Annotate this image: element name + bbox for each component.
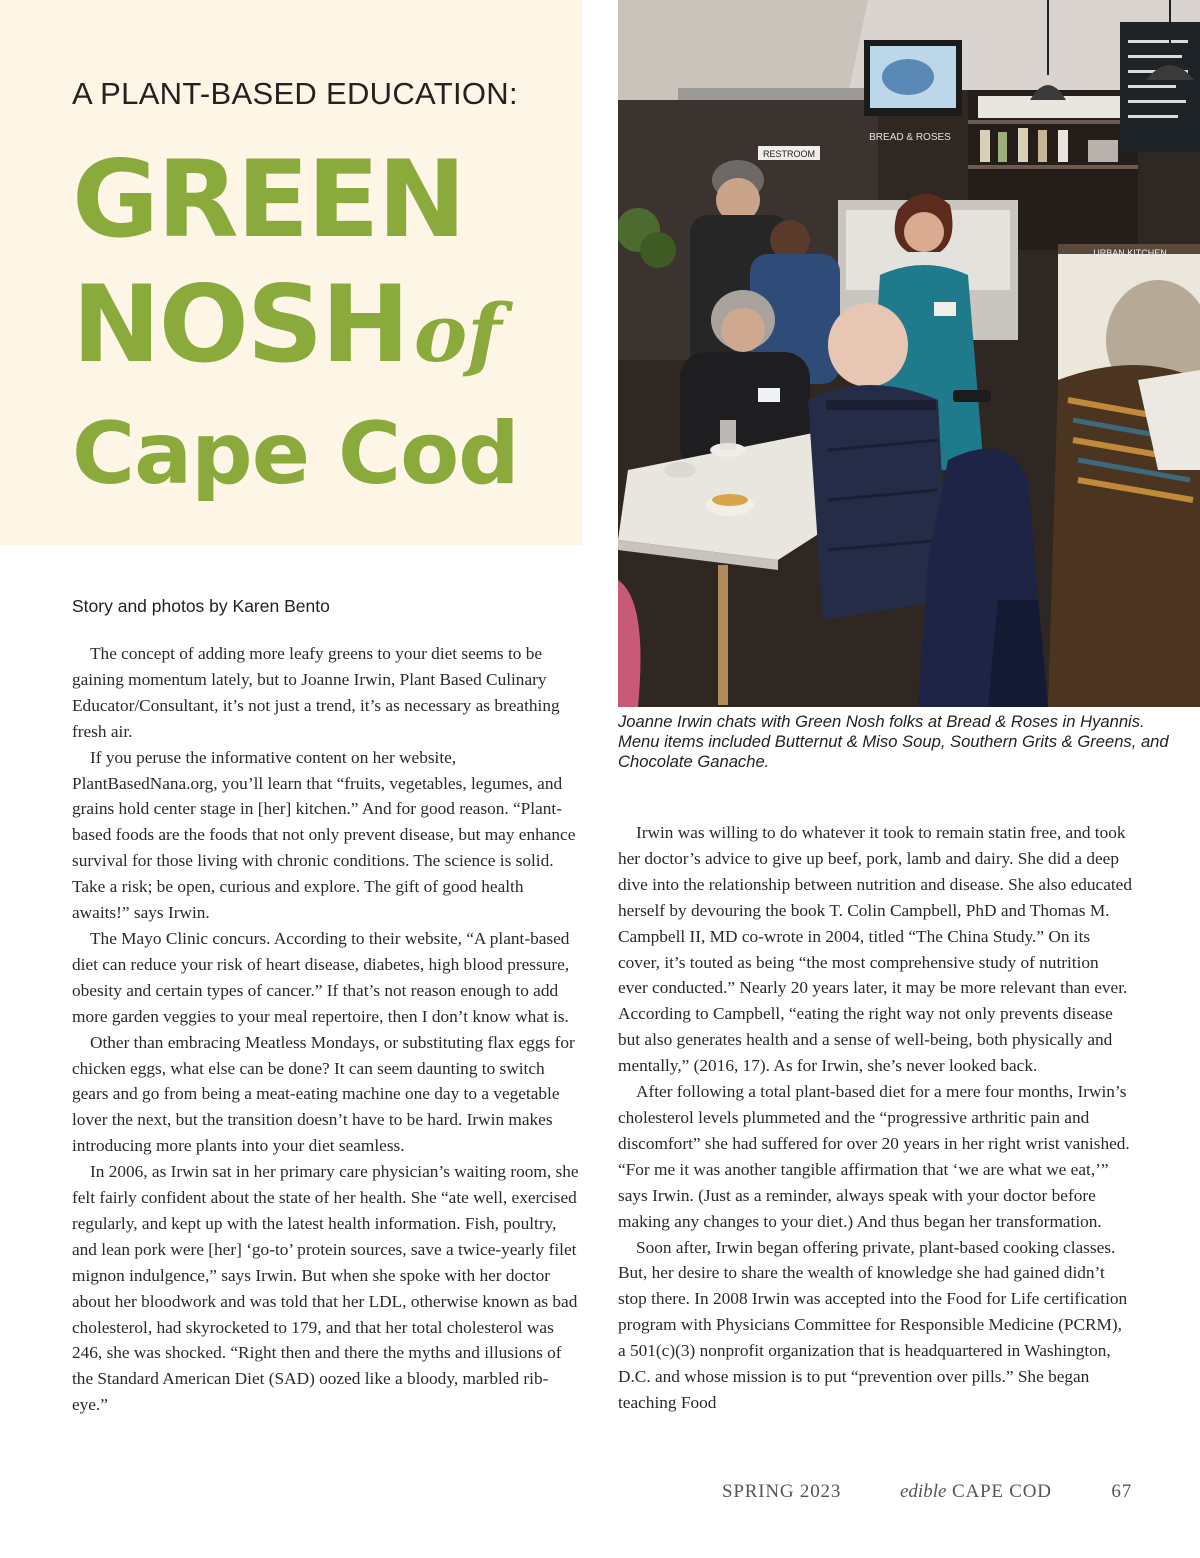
article-column-right	[618, 820, 1132, 1416]
paragraph: If you peruse the informative content on her website, PlantBasedNana.org, you’ll learn that “fruits, vegetables, legumes, and grains hold center stage in [her] kitchen.” And for good reason. “Plant-based foods are the foods that not only prevent disease, but may enhance survival for those living with chronic conditions. The science is solid. Take a risk; be open, curious and explore. The gift of good health awaits!” says Irwin.	[72, 747, 576, 923]
headline-line-1: GREEN	[72, 138, 465, 261]
paragraph: In 2006, as Irwin sat in her primary care physician’s waiting room, she felt fairly confident about the state of her health. She “ate well, exercised regularly, and kept up with the latest health information. Fish, poultry, and lean pork were [her] ‘go-to’ protein sources, save a twice-yearly filet mignon indulgence,” says Irwin. But when she spoke with her doctor about her bloodwork and was told that her LDL, otherwise known as bad cholesterol, had skyrocketed to 179, and that her total cholesterol was 246, she was shocked. “Right then and there the myths and illusions of the Standard American Diet (SAD) oozed like a bloody, marbled rib-eye.”	[72, 1162, 579, 1415]
byline: Story and photos by Karen Bento	[72, 596, 330, 616]
paragraph: Irwin was willing to do whatever it took to remain statin free, and took her doctor’s advice to give up beef, pork, lamb and dairy. She did a deep dive into the relationship between nutrition and disease. She also educated herself by devouring the book T. Colin Campbell, PhD and Thomas M. Campbell II, MD co-wrote in 2004, titled “The China Study.” On its cover, it’s touted as being “the most comprehensive study of nutrition ever conducted.” Nearly 20 years later, it may be more relevant than ever. According to Campbell, “eating the right way not only prevents disease but also generates health and a sense of well-being, both physically and mentally,” (2016, 17). As for Irwin, she’s never looked back.	[618, 823, 1132, 1076]
kicker: A PLANT-BASED EDUCATION:	[72, 76, 518, 111]
bread-roses-sign: BREAD & ROSES	[869, 132, 951, 143]
headline	[72, 138, 519, 512]
urban-kitchen-sign: URBAN KITCHEN	[1093, 248, 1167, 258]
photo-caption: Joanne Irwin chats with Green Nosh folks at Bread & Roses in Hyannis. Menu items included Butternut & Miso Soup, Southern Grits & Greens, and Chocolate Ganache.	[618, 712, 1169, 771]
footer-brand	[900, 1481, 1052, 1503]
paragraph: Other than embracing Meatless Mondays, or substituting flax eggs for chicken eggs, what else can be done? It can seem daunting to switch gears and go from being a meat-eating machine one day to a vegetable lover the next, but the transition doesn’t have to be hard. Irwin makes introducing more plants into your diet seamless.	[72, 1032, 575, 1156]
headline-line-2	[72, 262, 519, 396]
paragraph: Soon after, Irwin began offering private, plant-based cooking classes. But, her desire to share the wealth of knowledge she had gained didn’t stop there. In 2008 Irwin was accepted into the Food for Life certification program with Physicians Committee for Responsible Medicine (PCRM), a 501(c)(3) nonprofit organization that is headquartered in Washington, D.C. and whose mission is to put “prevention over pills.” She began teaching Food	[618, 1237, 1128, 1412]
paragraph: After following a total plant-based diet for a mere four months, Irwin’s cholesterol levels plummeted and the “progressive arthritic pain and discomfort” she had suffered for over 20 years in her right wrist vanished. “For me it was another tangible affirmation that ‘we are what we eat,’” says Irwin. (Just as a reminder, always speak with your doctor before making any changes to your diet.) And thus began her transformation.	[618, 1082, 1130, 1231]
footer-season: SPRING 2023	[722, 1481, 842, 1502]
restroom-sign: RESTROOM	[762, 149, 816, 159]
footer-brand-rest: CAPE COD	[946, 1481, 1052, 1502]
article-column-left	[72, 641, 584, 1418]
paragraph: The concept of adding more leafy greens to your diet seems to be gaining momentum lately, but to Joanne Irwin, Plant Based Culinary Educator/Consultant, it’s not just a trend, it’s as necessary as breathing fresh air.	[72, 644, 560, 741]
cafe-photo	[618, 0, 1200, 707]
headline-line-3: Cape Cod	[72, 404, 519, 504]
headline-nosh: NOSH	[72, 263, 408, 386]
headline-of: of	[413, 286, 502, 380]
page-number: 67	[1111, 1481, 1132, 1502]
title-block	[0, 0, 582, 545]
footer-brand-italic: edible	[900, 1481, 947, 1502]
paragraph: The Mayo Clinic concurs. According to their website, “A plant-based diet can reduce your risk of heart disease, diabetes, high blood pressure, obesity and certain types of cancer.” If that’s not reason enough to add more garden veggies to your meal repertoire, then I don’t know what is.	[72, 928, 570, 1026]
